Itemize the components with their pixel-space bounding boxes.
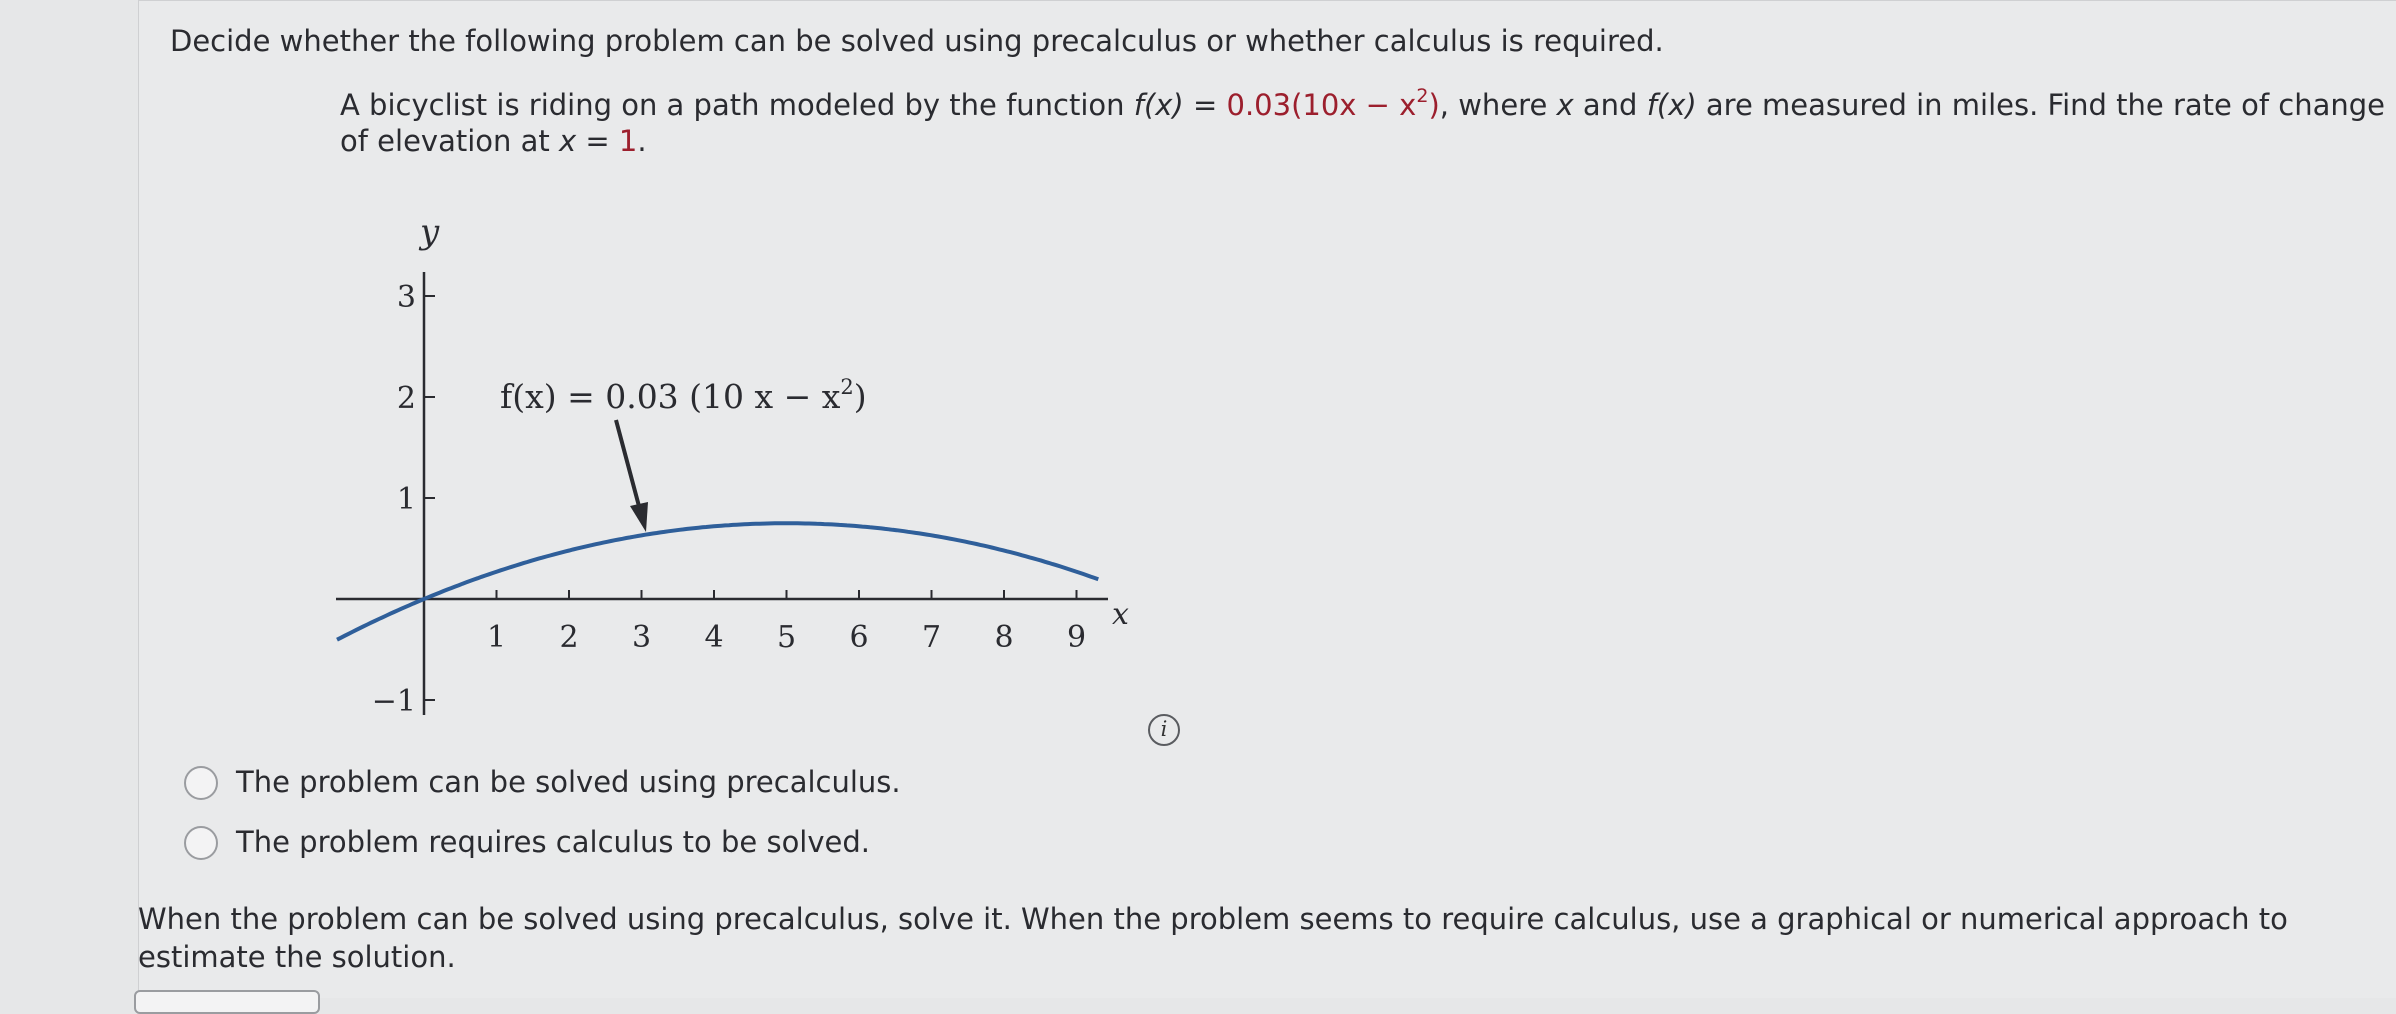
x-tick-label-5: 5 bbox=[776, 620, 797, 655]
problem-line-1: A bicyclist is riding on a path modeled by the function $f(x) = 0.03(10x - x^2)$, where x and f(x) are measured in miles. Find the rate of change bbox=[340, 85, 2385, 122]
x-tick-label-9: 9 bbox=[1066, 620, 1087, 655]
x-tick-label-4: 4 bbox=[704, 620, 724, 655]
y-tick-label--1: −1 bbox=[371, 684, 416, 719]
annotation-close: ) bbox=[853, 377, 867, 416]
x-axis-label: x bbox=[1112, 597, 1129, 632]
x-tick-label-3: 3 bbox=[631, 620, 652, 655]
option-calculus-radio[interactable] bbox=[184, 826, 218, 860]
y-tick-label-2: 2 bbox=[396, 381, 416, 416]
answer-input-box[interactable] bbox=[134, 990, 320, 1014]
info-icon[interactable]: i bbox=[1148, 714, 1180, 746]
svg-text:f(x) = 0.03 (10 x − x2) bbox=[500, 375, 867, 416]
x-tick-label-1: 1 bbox=[486, 620, 507, 655]
x-tick-label-6: 6 bbox=[849, 620, 869, 655]
option-precalculus-label[interactable]: The problem can be solved using precalculus. bbox=[236, 765, 901, 799]
problem-line-2: of elevation at x = 1. bbox=[340, 124, 647, 158]
annotation-exponent: 2 bbox=[840, 375, 854, 399]
y-axis-label: y bbox=[420, 212, 440, 252]
y-tick-label-1: 1 bbox=[396, 482, 416, 517]
option-precalculus-radio[interactable] bbox=[184, 766, 218, 800]
x-tick-label-2: 2 bbox=[559, 620, 579, 655]
function-annotation bbox=[500, 375, 867, 532]
y-tick-label-3: 3 bbox=[396, 280, 416, 315]
footer-line-2: estimate the solution. bbox=[138, 940, 456, 974]
footer-line-1: When the problem can be solved using precalculus, solve it. When the problem seems to require calculus, use a graphical or numerical approach to bbox=[138, 902, 2288, 936]
option-calculus-label[interactable]: The problem requires calculus to be solved. bbox=[236, 825, 870, 859]
annotation-arrowhead bbox=[630, 502, 648, 532]
instruction-text: Decide whether the following problem can be solved using precalculus or whether calculus is required. bbox=[170, 24, 1664, 58]
annotation-arrow-shaft bbox=[616, 420, 640, 510]
x-tick-label-8: 8 bbox=[994, 620, 1014, 655]
annotation-text: f(x) = 0.03 (10 x − x bbox=[500, 377, 841, 416]
x-tick-label-7: 7 bbox=[921, 620, 942, 655]
